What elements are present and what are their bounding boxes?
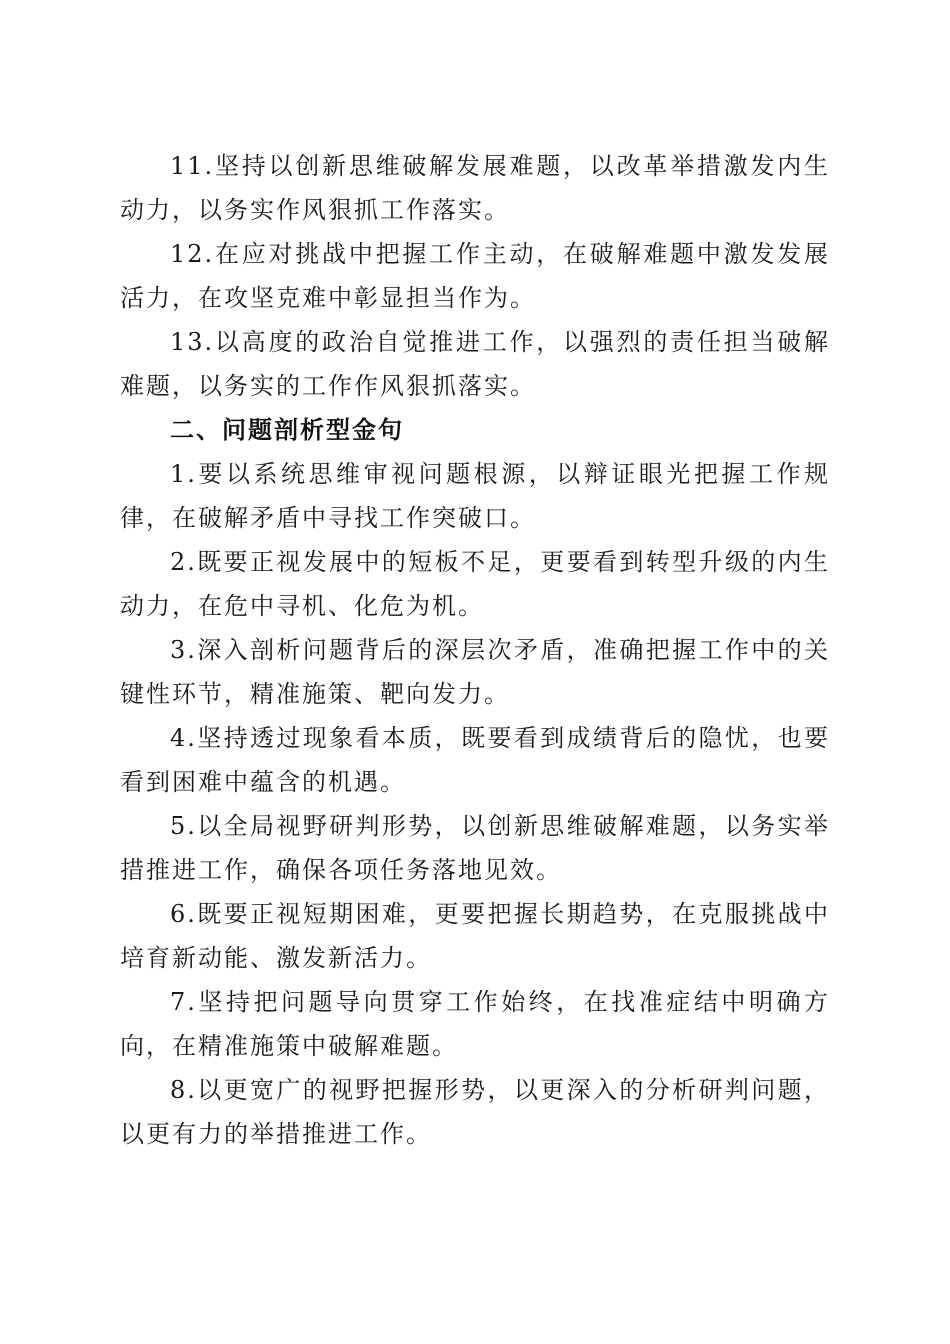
- list-item: 8.以更宽广的视野把握形势，以更深入的分析研判问题，以更有力的举措推进工作。: [120, 1076, 830, 1148]
- list-item: 13.以高度的政治自觉推进工作，以强烈的责任担当破解难题，以务实的工作作风狠抓落实。: [120, 328, 830, 400]
- list-item: 4.坚持透过现象看本质，既要看到成绩背后的隐忧，也要看到困难中蕴含的机遇。: [120, 724, 830, 796]
- list-item: 12.在应对挑战中把握工作主动，在破解难题中激发发展活力，在攻坚克难中彰显担当作为。: [120, 240, 830, 312]
- list-item: 11.坚持以创新思维破解发展难题，以改革举措激发内生动力，以务实作风狠抓工作落实。: [120, 152, 830, 224]
- section-heading: 二、问题剖析型金句: [170, 416, 404, 444]
- document-body: [120, 144, 830, 1156]
- list-item: 2.既要正视发展中的短板不足，更要看到转型升级的内生动力，在危中寻机、化危为机。: [120, 548, 830, 620]
- list-item: 6.既要正视短期困难，更要把握长期趋势，在克服挑战中培育新动能、激发新活力。: [120, 900, 830, 972]
- list-item: 7.坚持把问题导向贯穿工作始终，在找准症结中明确方向，在精准施策中破解难题。: [120, 988, 830, 1060]
- list-item: 3.深入剖析问题背后的深层次矛盾，准确把握工作中的关键性环节，精准施策、靶向发力。: [120, 636, 830, 708]
- list-item: 5.以全局视野研判形势，以创新思维破解难题，以务实举措推进工作，确保各项任务落地见效。: [120, 812, 830, 884]
- list-item: 1.要以系统思维审视问题根源，以辩证眼光把握工作规律，在破解矛盾中寻找工作突破口。: [120, 460, 830, 532]
